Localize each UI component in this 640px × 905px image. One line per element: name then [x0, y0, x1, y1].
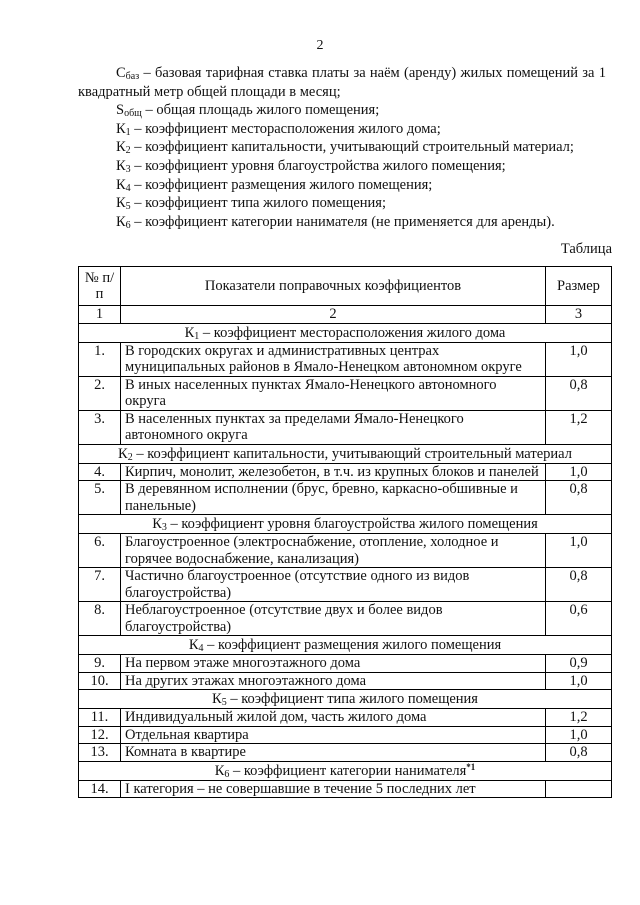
definition-item	[78, 157, 606, 176]
section-symbol: К	[184, 324, 195, 341]
row-description: Комната в квартире	[121, 744, 546, 762]
definition-text: – коэффициент типа жилого помещения;	[130, 195, 386, 212]
table-caption: Таблица	[560, 241, 612, 257]
row-description: Индивидуальный жилой дом, часть жилого дома	[121, 709, 546, 727]
section-row	[79, 515, 612, 534]
section-subscript: 5	[221, 697, 227, 708]
row-number: 2.	[79, 376, 121, 410]
definition-item	[78, 120, 606, 139]
row-description: Кирпич, монолит, железобетон, в т.ч. из крупных блоков и панелей	[121, 463, 546, 481]
row-number: 13.	[79, 744, 121, 762]
row-description: В населенных пунктах за пределами Ямало-Ненецкого автономного округа	[121, 410, 546, 444]
definition-item	[78, 101, 606, 120]
section-symbol: К	[214, 762, 225, 779]
section-subscript: 6	[224, 768, 230, 780]
definition-symbol: С	[116, 65, 126, 81]
table-row	[79, 726, 612, 744]
row-value: 1,2	[546, 709, 612, 727]
definitions-list	[78, 64, 606, 231]
table-row	[79, 568, 612, 602]
section-title	[79, 636, 612, 655]
section-title-text: – коэффициент типа жилого помещения	[226, 691, 478, 707]
row-number: 7.	[79, 568, 121, 602]
definition-text: – коэффициент капитальности, учитывающий строительный материал;	[130, 139, 574, 156]
table-row	[79, 534, 612, 568]
definition-subscript: 2	[125, 145, 131, 157]
definition-subscript: 1	[125, 126, 131, 138]
col-number-1: 1	[79, 306, 121, 324]
section-subscript: 1	[194, 330, 200, 342]
section-row	[79, 444, 612, 463]
definition-item	[78, 194, 606, 213]
header-num: № п/п	[79, 267, 121, 306]
row-description: В иных населенных пунктах Ямало-Ненецкого автономного округа	[121, 376, 546, 410]
section-title-text: – коэффициент размещения жилого помещения	[203, 637, 502, 653]
definition-subscript: 6	[125, 219, 131, 231]
section-symbol: К	[188, 637, 199, 653]
row-value: 1,0	[546, 534, 612, 568]
row-number: 12.	[79, 726, 121, 744]
definition-item	[78, 176, 606, 195]
definition-symbol: К	[116, 176, 126, 193]
header-name: Показатели поправочных коэффициентов	[121, 267, 546, 306]
section-symbol: К	[212, 691, 222, 707]
coefficients-table	[78, 266, 612, 798]
row-description: В городских округах и административных центрах муниципальных районов в Ямало-Ненецком автономном округе	[121, 342, 546, 376]
definition-subscript: 4	[125, 182, 131, 194]
table-row	[79, 672, 612, 690]
col-number-2: 2	[121, 306, 546, 324]
section-title-text: – коэффициент месторасположения жилого дома	[199, 324, 506, 341]
section-title-text: – коэффициент уровня благоустройства жилого помещения	[166, 516, 538, 532]
row-number: 1.	[79, 342, 121, 376]
row-description: Неблагоустроенное (отсутствие двух и более видов благоустройства)	[121, 602, 546, 636]
table-row	[79, 655, 612, 673]
definition-subscript: общ	[124, 108, 142, 120]
table-row	[79, 481, 612, 515]
definition-text: – коэффициент месторасположения жилого дома;	[130, 120, 441, 137]
section-symbol: К	[152, 516, 162, 532]
table-row	[79, 602, 612, 636]
section-subscript: 2	[127, 451, 133, 463]
row-value: 0,8	[546, 376, 612, 410]
section-row	[79, 761, 612, 780]
table-row	[79, 463, 612, 481]
section-title-text: – коэффициент капитальности, учитывающий строительный материал	[132, 445, 572, 462]
header-size: Размер	[546, 267, 612, 306]
section-title	[79, 323, 612, 342]
table-row	[79, 744, 612, 762]
definition-subscript: 3	[125, 163, 131, 175]
section-row	[79, 323, 612, 342]
table-header-row	[79, 267, 612, 306]
row-value: 1,0	[546, 342, 612, 376]
column-numbers-row	[79, 306, 612, 324]
definition-symbol: К	[116, 213, 126, 230]
row-description: Частично благоустроенное (отсутствие одного из видов благоустройства)	[121, 568, 546, 602]
row-value: 0,8	[546, 744, 612, 762]
row-value: 1,0	[546, 463, 612, 481]
section-title	[79, 444, 612, 463]
row-number: 4.	[79, 463, 121, 481]
table-row	[79, 410, 612, 444]
definition-symbol: S	[116, 102, 125, 119]
row-value: 0,6	[546, 602, 612, 636]
definition-text: – коэффициент размещения жилого помещения;	[130, 176, 433, 193]
page-number: 2	[316, 38, 324, 53]
table-row	[79, 780, 612, 798]
section-subscript: 4	[198, 643, 204, 654]
table-row	[79, 709, 612, 727]
table-row	[79, 342, 612, 376]
row-description: Благоустроенное (электроснабжение, отопление, холодное и горячее водоснабжение, канализация)	[121, 534, 546, 568]
definition-symbol: К	[116, 157, 126, 174]
col-number-3: 3	[546, 306, 612, 324]
section-title	[79, 761, 612, 780]
row-value: 0,9	[546, 655, 612, 673]
section-footnote-mark: *1	[466, 761, 476, 772]
row-number: 5.	[79, 481, 121, 515]
definition-symbol: К	[116, 195, 126, 212]
definition-subscript: 5	[125, 201, 131, 213]
definition-symbol: К	[116, 139, 126, 156]
section-row	[79, 636, 612, 655]
definition-item	[78, 138, 606, 157]
row-description: Отдельная квартира	[121, 726, 546, 744]
section-symbol: К	[118, 445, 128, 462]
row-number: 8.	[79, 602, 121, 636]
row-description: На первом этаже многоэтажного дома	[121, 655, 546, 673]
definition-item	[78, 213, 606, 232]
row-number: 3.	[79, 410, 121, 444]
section-row	[79, 690, 612, 709]
definition-symbol: К	[116, 120, 126, 137]
section-title	[79, 515, 612, 534]
row-number: 10.	[79, 672, 121, 690]
table-row	[79, 376, 612, 410]
row-value	[546, 780, 612, 798]
row-number: 14.	[79, 780, 121, 798]
row-value: 1,2	[546, 410, 612, 444]
row-description: В деревянном исполнении (брус, бревно, каркасно-обшивные и панельные)	[121, 481, 546, 515]
section-title-text: – коэффициент категории нанимателя	[229, 762, 467, 779]
row-description: I категория – не совершавшие в течение 5 последних лет	[121, 780, 546, 798]
definition-subscript: баз	[125, 71, 140, 82]
row-value: 0,8	[546, 481, 612, 515]
definition-text: – коэффициент категории нанимателя (не применяется для аренды).	[130, 213, 555, 230]
row-number: 6.	[79, 534, 121, 568]
definition-text: – базовая тарифная ставка платы за наём (аренду) жилых помещений за 1 квадратный метр общей площади в месяц;	[78, 65, 606, 100]
row-description: На других этажах многоэтажного дома	[121, 672, 546, 690]
row-value: 0,8	[546, 568, 612, 602]
row-number: 9.	[79, 655, 121, 673]
row-value: 1,0	[546, 672, 612, 690]
row-value: 1,0	[546, 726, 612, 744]
definition-text: – коэффициент уровня благоустройства жилого помещения;	[130, 157, 506, 174]
definition-text: – общая площадь жилого помещения;	[141, 102, 380, 119]
row-number: 11.	[79, 709, 121, 727]
section-subscript: 3	[161, 522, 167, 533]
section-title	[79, 690, 612, 709]
definition-item	[78, 64, 606, 101]
